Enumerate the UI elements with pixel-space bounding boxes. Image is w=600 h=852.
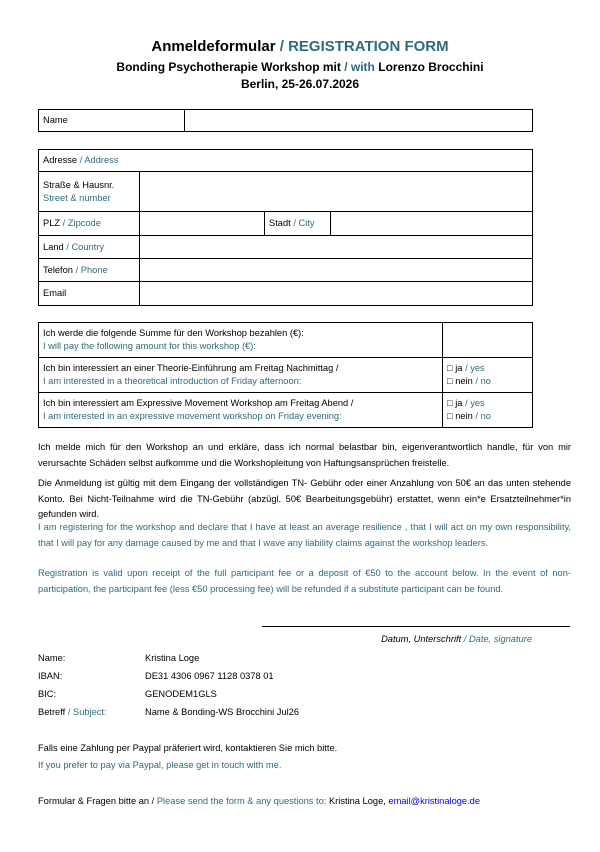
city-input[interactable] bbox=[331, 212, 533, 236]
movement-options bbox=[443, 393, 533, 428]
movement-yes-checkbox[interactable]: □ ja / yes bbox=[447, 398, 485, 408]
movement-label: Ich bin interessiert am Expressive Movement Workshop am Freitag Abend / I am interested in an expressive movement workshop on Friday evening: bbox=[39, 393, 443, 428]
phone-label: Telefon / Phone bbox=[39, 259, 140, 282]
bank-iban-row: IBAN: DE31 4306 0967 1128 0378 01 bbox=[38, 671, 274, 681]
name-label: Name bbox=[39, 110, 185, 132]
name-table bbox=[38, 109, 533, 132]
title-en: REGISTRATION FORM bbox=[288, 38, 449, 55]
theory-yes-checkbox[interactable]: □ ja / yes bbox=[447, 363, 485, 373]
city-label: Stadt / City bbox=[265, 212, 331, 236]
email-link[interactable]: email@kristinaloge.de bbox=[388, 796, 481, 806]
declaration-de: Ich melde mich für den Workshop an und erkläre, dass ich normal belastbar bin, eigenverantwortlich handle, für von mir verursachte Schäden selbst aufkomme und die Workshopleitung von Haftungsansprüchen freistelle. bbox=[38, 442, 571, 468]
theory-options bbox=[443, 358, 533, 393]
email-label: Email bbox=[39, 282, 140, 306]
zip-input[interactable] bbox=[140, 212, 265, 236]
amount-label: Ich werde die folgende Summe für den Workshop bezahlen (€): I will pay the following amount for this workshop (€): bbox=[39, 323, 443, 358]
bank-subject-row: Betreff / Subject: Name & Bonding-WS Brocchini Jul26 bbox=[38, 707, 299, 717]
address-table bbox=[38, 149, 533, 306]
amount-input[interactable] bbox=[443, 323, 533, 358]
validity-de: Die Anmeldung ist gültig mit dem Eingang der vollständigen TN- Gebühr oder einer Anzahlung von 50€ an das unten stehende Konto. Bei Nicht-Teilnahme wird die TN-Gebühr (abzügl. 50€ Bearbeitungsgebühr) erstattet, wenn ein*e Ersatzteilnehmer*in gefunden wird. bbox=[38, 478, 571, 519]
signature-line[interactable] bbox=[262, 626, 570, 627]
bank-name-row: Name: Kristina Loge bbox=[38, 653, 200, 663]
location-date: Berlin, 25-26.07.2026 bbox=[240, 77, 360, 91]
street-input[interactable] bbox=[140, 172, 533, 212]
footer-contact: Formular & Fragen bitte an / Please send the form & any questions to: Kristina Loge, email@kristinaloge.de bbox=[38, 796, 481, 806]
zip-label: PLZ / Zipcode bbox=[39, 212, 140, 236]
country-label: Land / Country bbox=[39, 236, 140, 259]
address-header: Adresse / Address bbox=[39, 150, 533, 172]
email-input[interactable] bbox=[140, 282, 533, 306]
subtitle-en: with bbox=[350, 60, 375, 74]
subtitle: Bonding Psychotherapie Workshop mit / with Lorenzo Brocchini bbox=[116, 60, 484, 74]
paypal-en: If you prefer to pay via Paypal, please get in touch with me. bbox=[38, 760, 282, 770]
paypal-de: Falls eine Zahlung per Paypal präferiert wird, kontaktieren Sie mich bitte. bbox=[38, 743, 338, 753]
theory-label: Ich bin interessiert an einer Theorie-Einführung am Freitag Nachmittag / I am interested in a theoretical introduction of Friday afternoon: bbox=[39, 358, 443, 393]
page-title: Anmeldeformular / REGISTRATION FORM bbox=[151, 38, 449, 55]
validity-en: Registration is valid upon receipt of the full participant fee or a deposit of €50 to the account below. In the event of non-participation, the participant fee (less €50 processing fee) will be refunded if a substitute participant can be found. bbox=[38, 568, 571, 594]
street-label: Straße & Hausnr. Street & number bbox=[39, 172, 140, 212]
name-input[interactable] bbox=[185, 110, 533, 132]
subtitle-name: Lorenzo Brocchini bbox=[378, 60, 484, 74]
phone-input[interactable] bbox=[140, 259, 533, 282]
payment-table bbox=[38, 322, 533, 428]
bank-bic-row: BIC: GENODEM1GLS bbox=[38, 689, 217, 699]
country-input[interactable] bbox=[140, 236, 533, 259]
signature-caption: Datum, Unterschrift / Date, signature bbox=[381, 634, 532, 644]
declaration-en: I am registering for the workshop and declare that I have at least an average resilience , that I will act on my own responsibility, that I will pay for any damage caused by me and that I wave any liability claims against the workshop leaders. bbox=[38, 522, 571, 548]
movement-no-checkbox[interactable]: □ nein / no bbox=[447, 411, 491, 421]
subtitle-de: Bonding Psychotherapie Workshop mit bbox=[116, 60, 341, 74]
title-de: Anmeldeformular bbox=[151, 38, 276, 55]
theory-no-checkbox[interactable]: □ nein / no bbox=[447, 376, 491, 386]
